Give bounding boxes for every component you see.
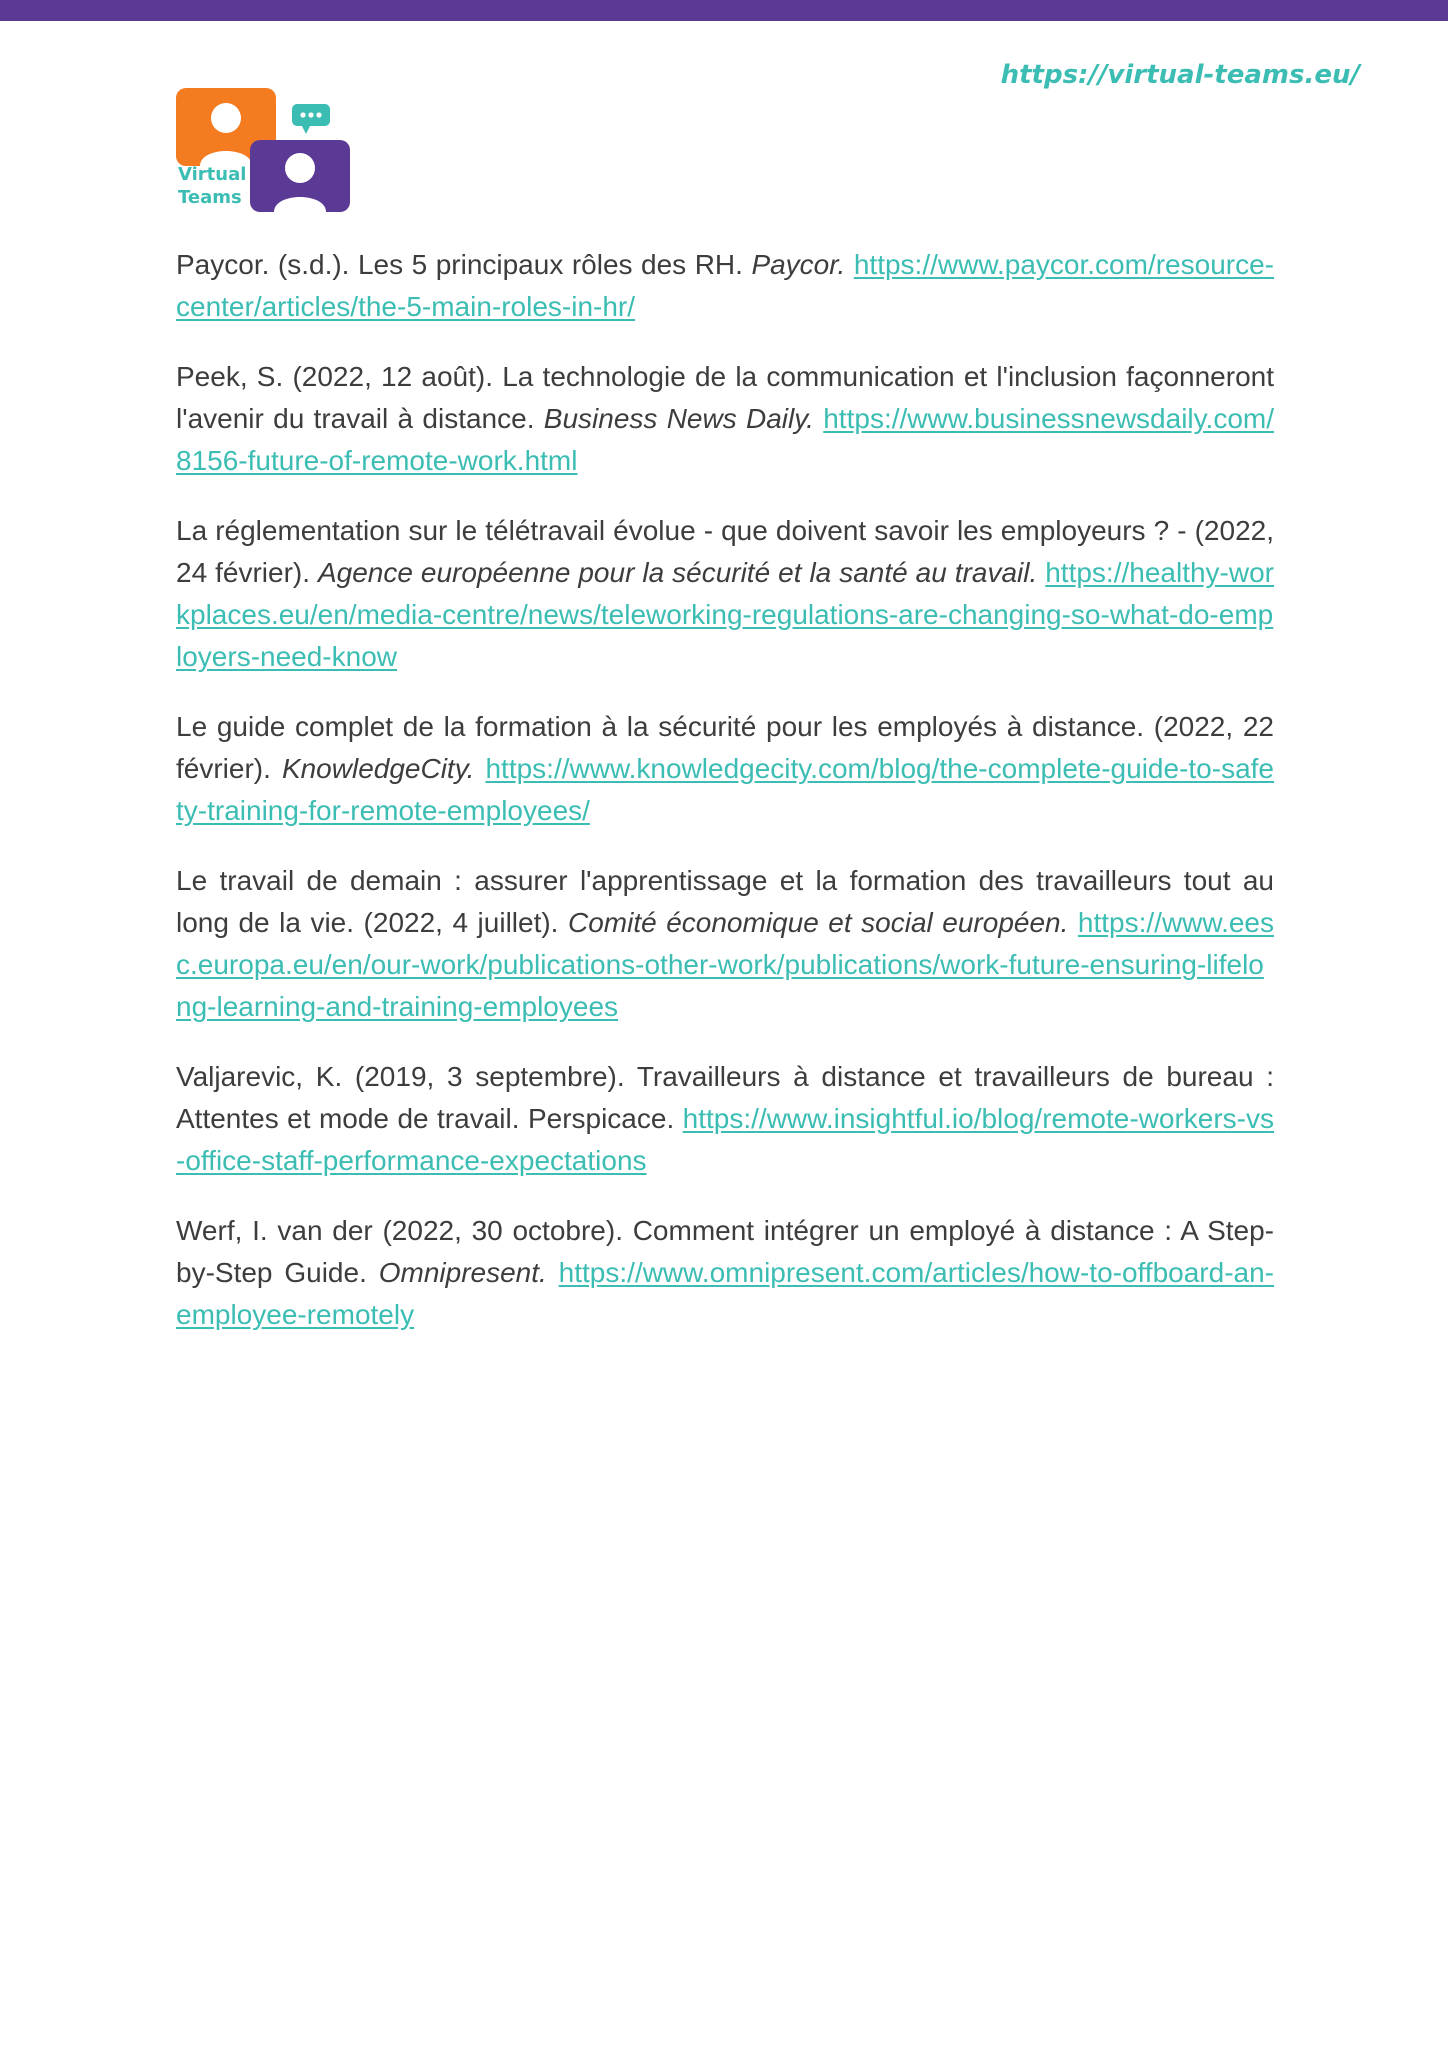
purple-person-icon [250,140,350,212]
reference-entry [176,860,1274,1028]
top-color-band [0,0,1448,21]
reference-entry [176,706,1274,832]
reference-entry [176,244,1274,328]
header-website-link[interactable]: https://virtual-teams.eu/ [1000,60,1360,90]
virtual-teams-logo [176,88,352,214]
reference-link[interactable]: https://www.knowledgecity.com/blog/the-complete-guide-to-safety-training-for-remote-employees/ [176,753,1274,826]
reference-text: Werf, I. van der (2022, 30 octobre). Comment intégrer un employé à distance : A Step-by-Step Guide. [176,1215,1274,1288]
reference-entry [176,510,1274,678]
reference-entry [176,1210,1274,1336]
reference-source: Omnipresent. [378,1257,547,1288]
reference-link[interactable]: https://www.eesc.europa.eu/en/our-work/publications-other-work/publications/work-future-ensuring-lifelong-learning-and-training-employees [176,907,1275,1022]
chat-bubble-icon [292,104,330,134]
reference-text: Peek, S. (2022, 12 août). La technologie de la communication et l'inclusion façonneront l'avenir du travail à distance. [176,361,1274,434]
reference-entry [176,1056,1274,1182]
reference-link[interactable]: https://healthy-workplaces.eu/en/media-centre/news/teleworking-regulations-are-changing-so-what-do-employers-need-know [176,557,1274,672]
logo-word-teams: Teams [178,187,242,208]
reference-source: KnowledgeCity. [281,753,475,784]
reference-source: Agence européenne pour la sécurité et la santé au travail. [317,557,1038,588]
reference-source: Business News Daily. [543,403,814,434]
reference-entry [176,356,1274,482]
reference-source: Paycor. [751,249,846,280]
reference-text: Valjarevic, K. (2019, 3 septembre). Travailleurs à distance et travailleurs de bureau : Attentes et mode de travail. Perspicace. [176,1061,1274,1134]
reference-text: Le guide complet de la formation à la sécurité pour les employés à distance. (2022, 22 février). [176,711,1274,784]
reference-link[interactable]: https://www.businessnewsdaily.com/8156-future-of-remote-work.html [176,403,1275,476]
reference-text: Le travail de demain : assurer l'apprentissage et la formation des travailleurs tout au long de la vie. (2022, 4 juillet). [176,865,1274,938]
reference-text: Paycor. (s.d.). Les 5 principaux rôles des RH. [176,249,752,280]
logo-word-virtual: Virtual [178,164,247,185]
reference-list [176,244,1274,1364]
reference-link[interactable]: https://www.insightful.io/blog/remote-workers-vs-office-staff-performance-expectations [176,1103,1274,1176]
reference-link[interactable]: https://www.paycor.com/resource-center/articles/the-5-main-roles-in-hr/ [176,249,1274,322]
reference-text: La réglementation sur le télétravail évolue - que doivent savoir les employeurs ? - (2022, 24 février). [176,515,1274,588]
reference-source: Comité économique et social européen. [568,907,1069,938]
reference-link[interactable]: https://www.omnipresent.com/articles/how-to-offboard-an-employee-remotely [176,1257,1274,1330]
